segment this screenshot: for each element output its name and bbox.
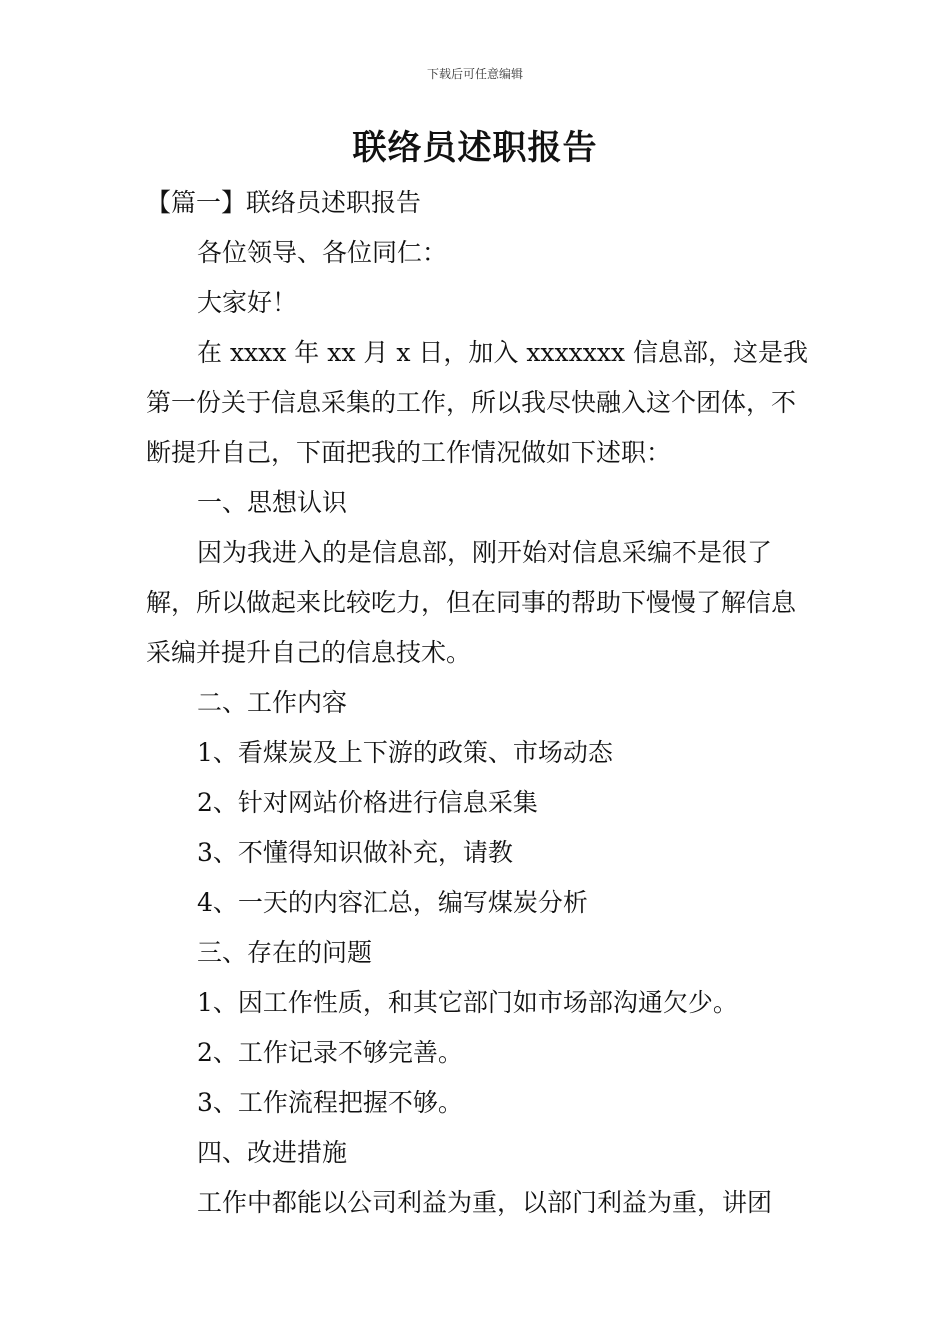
- improvements-paragraph: 工作中都能以公司利益为重，以部门利益为重，讲团: [197, 1188, 773, 1217]
- subheading-work-content: 二、工作内容: [197, 688, 348, 717]
- document-body: [146, 178, 808, 1228]
- list-item: 1、看煤炭及上下游的政策、市场动态: [197, 738, 613, 767]
- salutation: 各位领导、各位同仁：: [197, 238, 448, 267]
- thoughts-paragraph: 因为我进入的是信息部，刚开始对信息采编不是很了解，所以做起来比较吃力，但在同事的帮助下慢慢了解信息采编并提升自己的信息技术。: [146, 538, 797, 667]
- greeting: 大家好！: [197, 288, 298, 317]
- subheading-thoughts: 一、思想认识: [197, 488, 348, 517]
- list-item: 2、针对网站价格进行信息采集: [197, 788, 538, 817]
- intro-paragraph: 在 xxxx 年 xx 月 x 日，加入 xxxxxxx 信息部，这是我第一份关于信息采集的工作，所以我尽快融入这个团体，不断提升自己，下面把我的工作情况做如下述职：: [146, 338, 808, 467]
- header-note: 下载后可任意编辑: [426, 67, 523, 81]
- document-title: 联络员述职报告: [352, 128, 598, 168]
- subheading-problems: 三、存在的问题: [197, 938, 373, 967]
- section-heading: 【篇一】联络员述职报告: [146, 188, 422, 217]
- list-item: 2、工作记录不够完善。: [197, 1038, 463, 1067]
- subheading-improvements: 四、改进措施: [197, 1138, 348, 1167]
- list-item: 1、因工作性质，和其它部门如市场部沟通欠少。: [197, 988, 738, 1017]
- list-item: 3、工作流程把握不够。: [197, 1088, 463, 1117]
- list-item: 4、一天的内容汇总，编写煤炭分析: [197, 888, 588, 917]
- list-item: 3、不懂得知识做补充，请教: [197, 838, 513, 867]
